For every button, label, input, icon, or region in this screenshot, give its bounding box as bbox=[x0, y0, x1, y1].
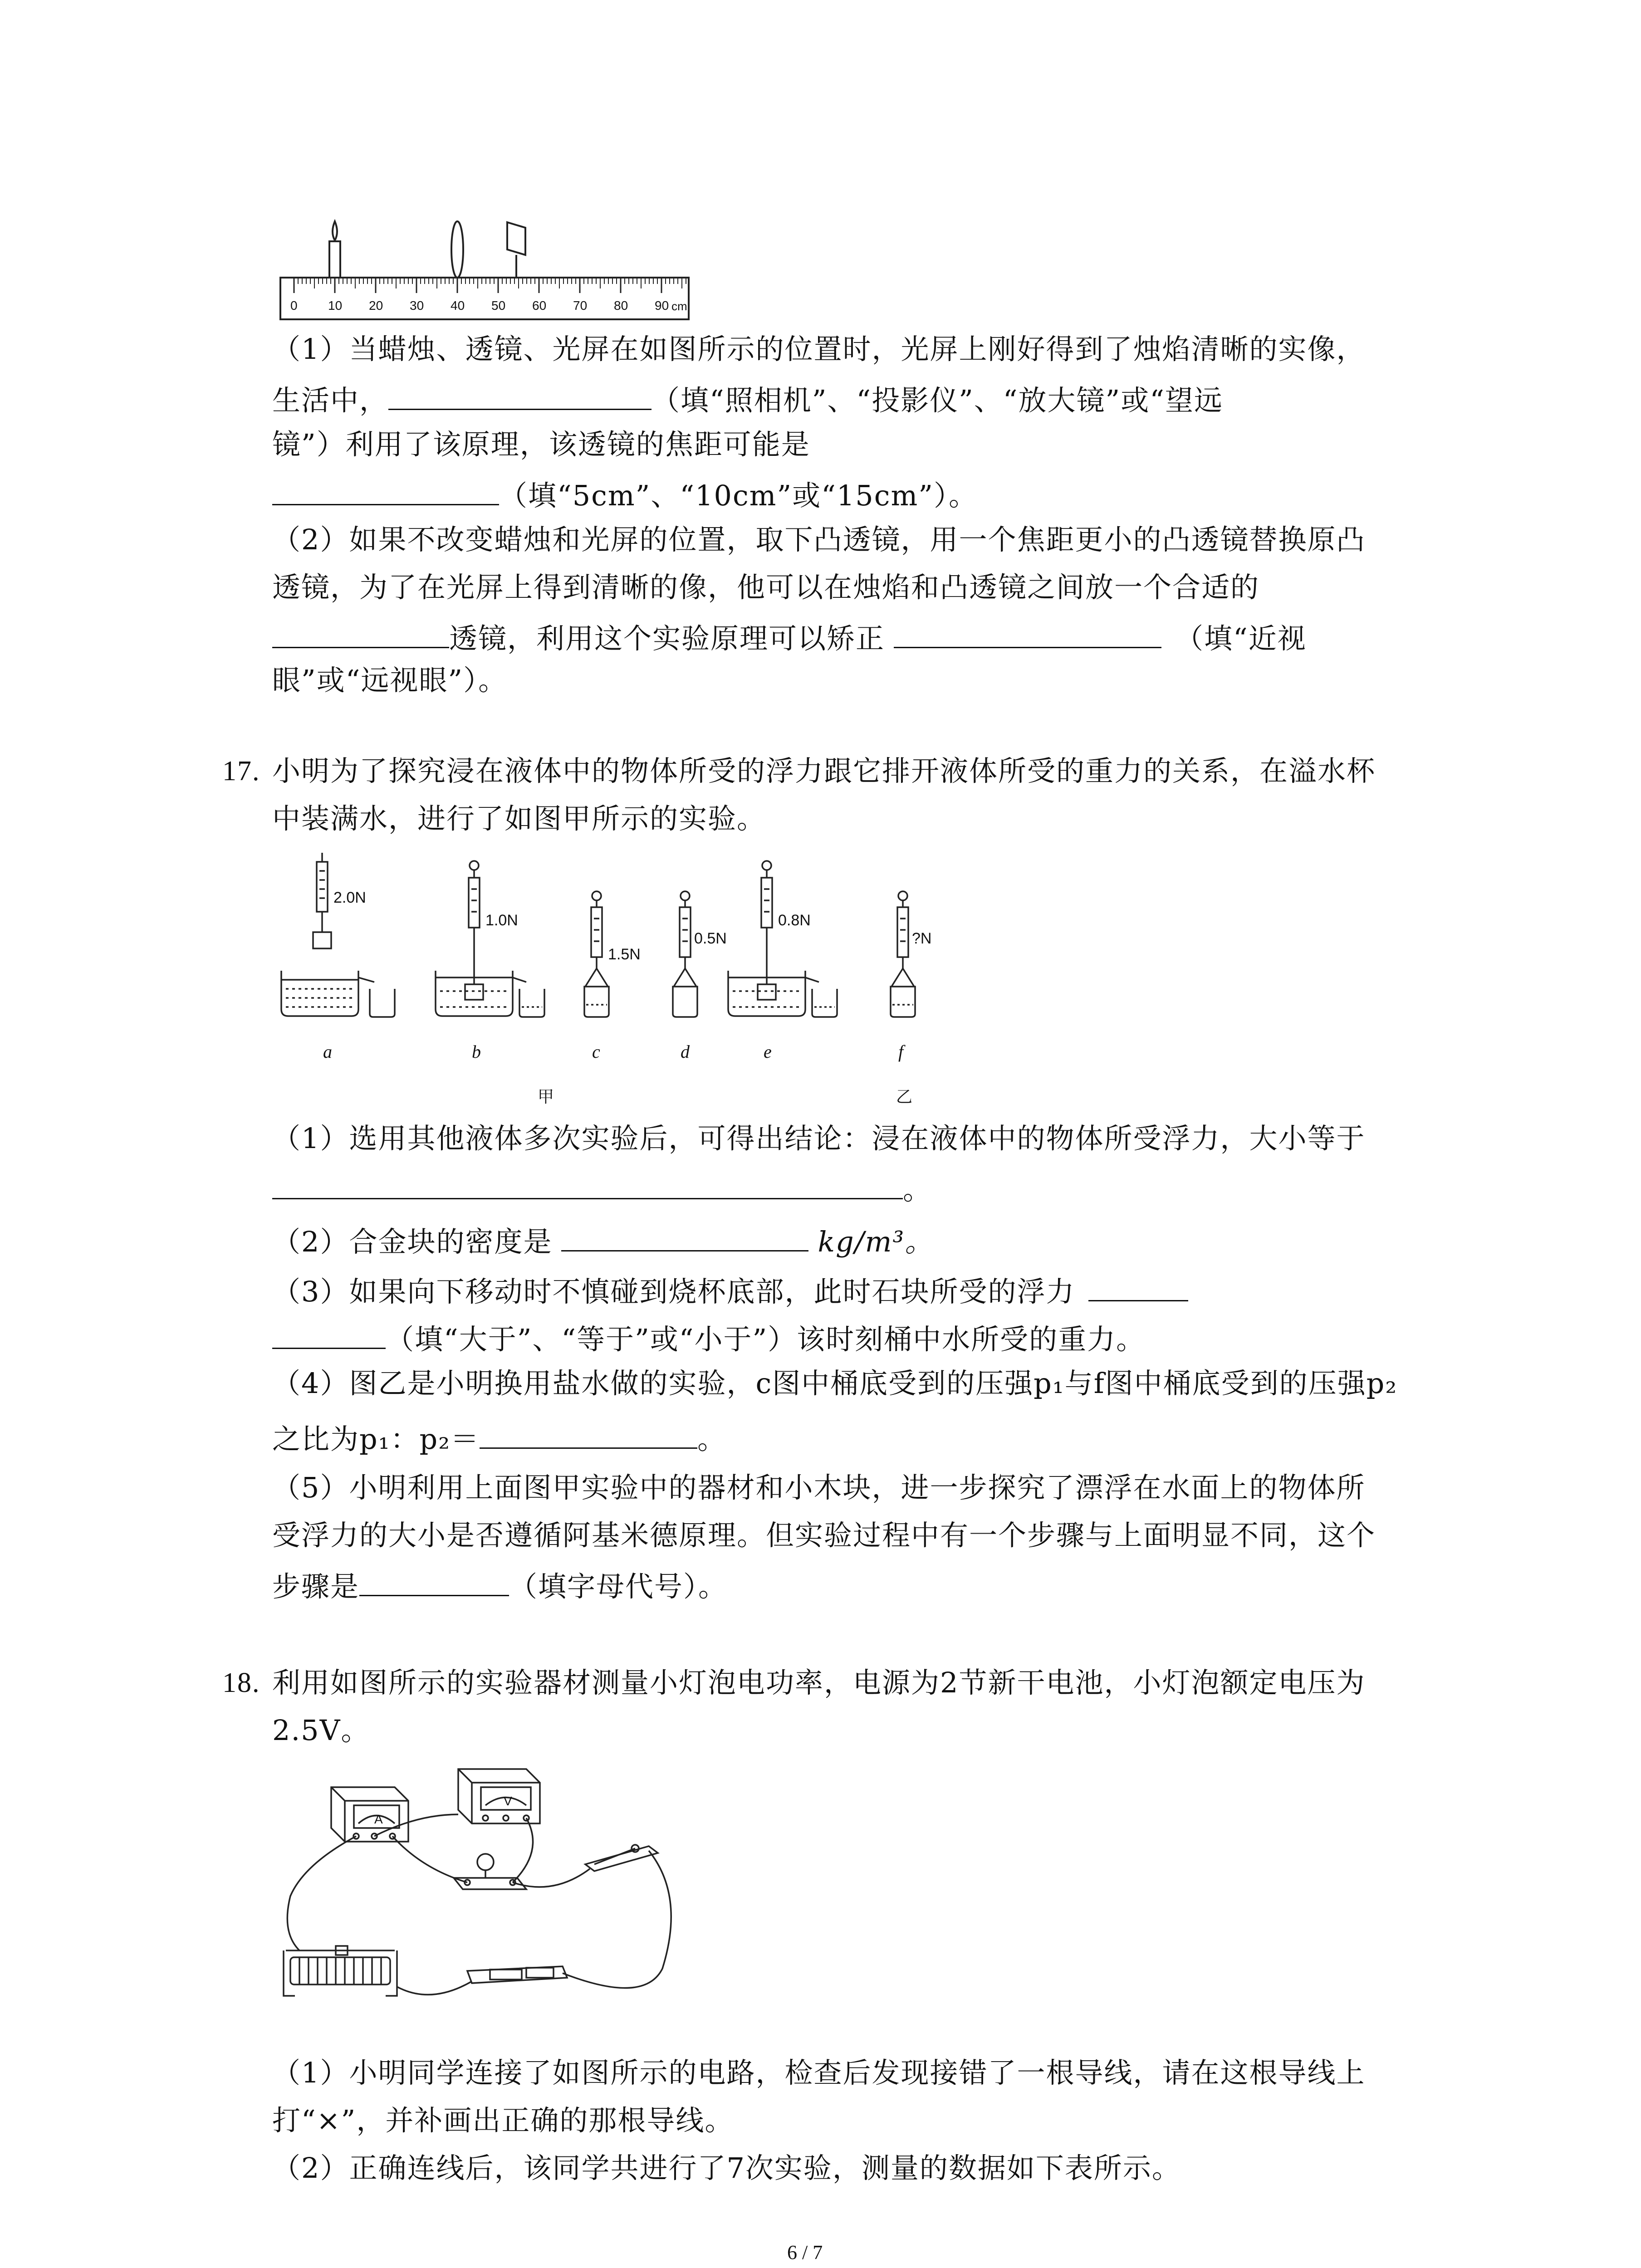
setup-f bbox=[891, 891, 915, 1017]
answer-blank-buoyancy-a[interactable] bbox=[1088, 1270, 1188, 1301]
buoyancy-experiment-figure bbox=[272, 853, 953, 1107]
voltmeter-label: V bbox=[504, 1794, 512, 1808]
answer-blank-conclusion[interactable] bbox=[272, 1168, 903, 1199]
q16-part1-line1: （1）当蜡烛、透镜、光屏在如图所示的位置时，光屏上刚好得到了烛焰清晰的实像， bbox=[272, 332, 1366, 366]
figure-caption-jia: 甲 bbox=[538, 1088, 554, 1106]
switch-icon bbox=[585, 1845, 658, 1871]
ruler-tick-label: 10 bbox=[328, 298, 343, 313]
q17-part4-line2: 之比为p₁：p₂＝ 。 bbox=[272, 1418, 726, 1457]
q17-stem-line2: 中装满水，进行了如图甲所示的实验。 bbox=[272, 802, 766, 835]
reading-e: 0.8N bbox=[778, 912, 811, 929]
q18-stem-line2: 2.5V。 bbox=[272, 1714, 370, 1747]
q16-part2-line2: 透镜，为了在光屏上得到清晰的像，他可以在烛焰和凸透镜之间放一个合适的 bbox=[272, 571, 1260, 604]
q16-part2-line4: 眼”或“远视眼”）。 bbox=[272, 664, 508, 697]
q17-stem-line1: 小明为了探究浸在液体中的物体所受的浮力跟它排开液体所受的重力的关系，在溢水杯 bbox=[272, 754, 1376, 787]
q18-part2: （2）正确连线后，该同学共进行了7次实验，测量的数据如下表所示。 bbox=[272, 2151, 1181, 2185]
label-f: f bbox=[898, 1041, 904, 1062]
q16-part2-line1: （2）如果不改变蜡烛和光屏的位置，取下凸透镜，用一个焦距更小的凸透镜替换原凸 bbox=[272, 523, 1366, 556]
q17-part5-line1: （5）小明利用上面图甲实验中的器材和小木块，进一步探究了漂浮在水面上的物体所 bbox=[272, 1471, 1366, 1504]
answer-blank-density[interactable] bbox=[561, 1220, 808, 1251]
reading-b: 1.0N bbox=[485, 912, 518, 929]
ruler-tick-label: 30 bbox=[410, 298, 424, 313]
q17-number: 17. bbox=[222, 756, 260, 787]
setup-a bbox=[281, 853, 395, 1017]
battery-icon bbox=[467, 1966, 567, 1983]
ammeter-icon bbox=[331, 1787, 408, 1842]
setup-e bbox=[728, 861, 837, 1017]
reading-a: 2.0N bbox=[333, 889, 366, 906]
q17-part5-line3: 步骤是 （填字母代号）。 bbox=[272, 1565, 727, 1605]
q17-part1-line2: 。 bbox=[272, 1168, 932, 1208]
label-b: b bbox=[472, 1041, 481, 1062]
reading-f: ?N bbox=[912, 930, 932, 947]
q16-part1-line3: 镜”）利用了该原理，该透镜的焦距可能是 bbox=[272, 428, 810, 461]
q18-part1-line1: （1）小明同学连接了如图所示的电路，检查后发现接错了一根导线，请在这根导线上 bbox=[272, 2056, 1366, 2089]
setup-b bbox=[436, 861, 544, 1017]
ruler-tick-label: 70 bbox=[573, 298, 588, 313]
voltmeter-icon bbox=[458, 1769, 540, 1823]
q18-part1-line2: 打“×”，并补画出正确的那根导线。 bbox=[272, 2104, 734, 2137]
q17-part2: （2）合金块的密度是 kg/m³。 bbox=[272, 1220, 934, 1260]
ruler-tick-label: 80 bbox=[614, 298, 628, 313]
q18-stem-line1: 利用如图所示的实验器材测量小灯泡电功率，电源为2节新干电池，小灯泡额定电压为 bbox=[272, 1666, 1366, 1699]
answer-blank-lens-type[interactable] bbox=[272, 617, 449, 648]
q18-number: 18. bbox=[222, 1667, 260, 1698]
q17-part1-line1: （1）选用其他液体多次实验后，可得出结论：浸在液体中的物体所受浮力，大小等于 bbox=[272, 1122, 1366, 1155]
ruler-tick-label: 40 bbox=[451, 298, 465, 313]
reading-c: 1.5N bbox=[608, 946, 641, 963]
figure-caption-yi: 乙 bbox=[896, 1088, 913, 1106]
ruler-tick-label: 90 bbox=[655, 298, 669, 313]
setup-c bbox=[584, 891, 609, 1017]
ruler-tick-labels bbox=[277, 218, 703, 327]
circuit-figure bbox=[272, 1760, 708, 2032]
q16-part1-line4: （填“5cm”、“10cm”或“15cm”）。 bbox=[272, 474, 978, 514]
q17-part5-line2: 受浮力的大小是否遵循阿基米德原理。但实验过程中有一个步骤与上面明显不同，这个 bbox=[272, 1519, 1376, 1552]
reading-d: 0.5N bbox=[694, 930, 727, 947]
label-d: d bbox=[681, 1041, 690, 1062]
ruler-tick-label: 60 bbox=[532, 298, 547, 313]
label-c: c bbox=[592, 1041, 600, 1062]
setup-d bbox=[673, 891, 697, 1017]
answer-blank-buoyancy-b[interactable] bbox=[272, 1318, 386, 1349]
answer-blank-step[interactable] bbox=[359, 1565, 509, 1596]
ruler-tick-label: 20 bbox=[369, 298, 383, 313]
label-a: a bbox=[323, 1041, 332, 1062]
ruler-tick-label: 0 bbox=[290, 298, 298, 313]
rheostat-icon bbox=[284, 1946, 397, 1996]
answer-blank-focal-length[interactable] bbox=[272, 474, 499, 505]
q16-part1-line2: 生活中， （填“照相机”、“投影仪”、“放大镜”或“望远 bbox=[272, 379, 1223, 419]
q17-part4-line1: （4）图乙是小明换用盐水做的实验，c图中桶底受到的压强p₁与f图中桶底受到的压强p₂ bbox=[272, 1367, 1398, 1400]
answer-blank-eye[interactable] bbox=[894, 617, 1161, 648]
q17-part3-line1: （3）如果向下移动时不慎碰到烧杯底部，此时石块所受的浮力 bbox=[272, 1270, 1188, 1310]
ruler-tick-label: 50 bbox=[491, 298, 506, 313]
ruler-unit: cm bbox=[671, 299, 687, 313]
q17-part3-line2: （填“大于”、“等于”或“小于”）该时刻桶中水所受的重力。 bbox=[272, 1318, 1145, 1358]
page-number: 6 / 7 bbox=[787, 2241, 823, 2263]
q16-part2-line3: 透镜，利用这个实验原理可以矫正 （填“近视 bbox=[272, 617, 1307, 657]
answer-blank-pressure-ratio[interactable] bbox=[480, 1418, 697, 1449]
label-e: e bbox=[764, 1041, 772, 1062]
ammeter-label: A bbox=[374, 1812, 383, 1826]
answer-blank-device[interactable] bbox=[388, 379, 652, 410]
